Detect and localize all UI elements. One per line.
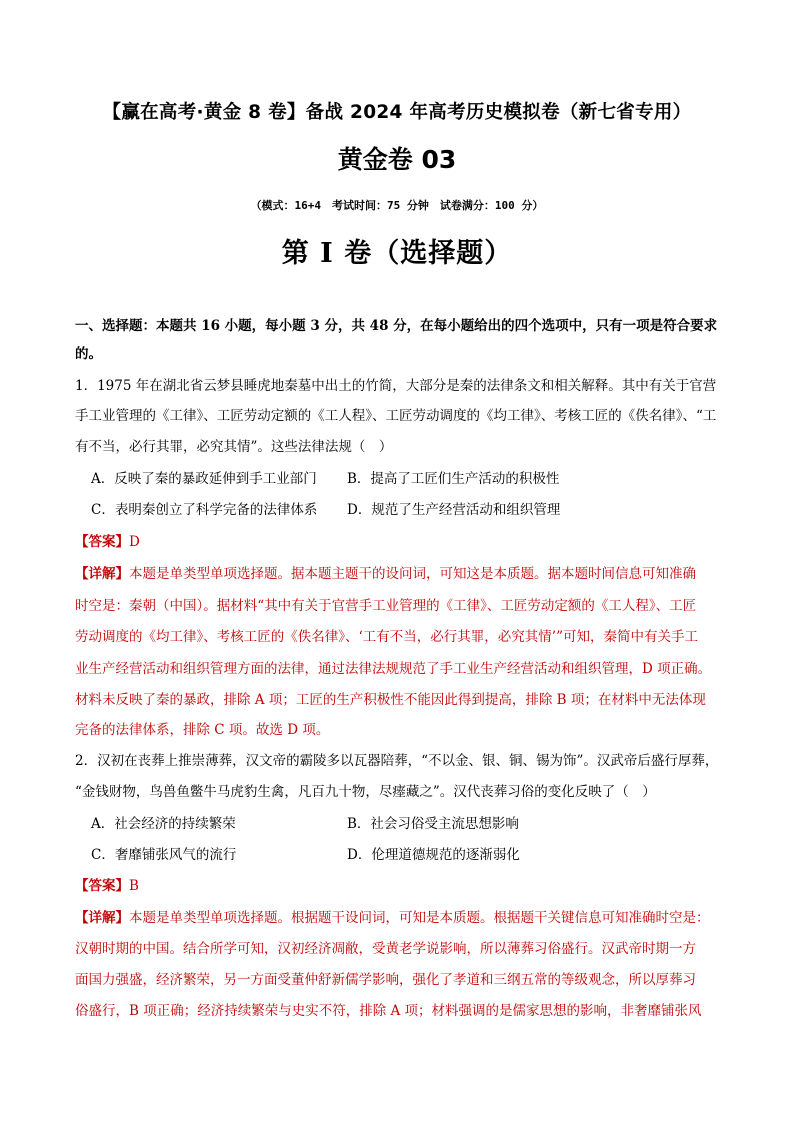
q1-answer (75, 532, 725, 552)
q1-explanation-line-2: 时空是：秦朝（中国）。据材料“其中有关于官营手工业管理的《工律》、工匠劳动定额的《工人程》、工匠 (75, 598, 697, 614)
q1-answer-value: D (129, 534, 140, 550)
q1-explain-label: 【详解】 (75, 566, 129, 582)
q1-option-a: A．反映了秦的暴政延伸到手工业部门 (91, 471, 317, 487)
q1-explanation-line-3: 劳动调度的《均工律》、考核工匠的《佚名律》、‘工有不当，必行其罪，必究其情’”可知，秦简中有关手工 (75, 629, 698, 645)
section-title: 第 I 卷（选择题） (281, 238, 513, 269)
q2-explain-label: 【详解】 (75, 910, 129, 926)
q1-stem-line-1: 1．1975 年在湖北省云梦县睡虎地秦墓中出土的竹简，大部分是秦的法律条文和相关解释。其中有关于官营 (75, 378, 717, 394)
q2-explanation-line-1 (75, 908, 725, 928)
q1-explanation-line-6: 完备的法律体系，排除 C 项。故选 D 项。 (75, 722, 330, 738)
exam-meta: （模式：16+4 考试时间：75 分钟 试卷满分：100 分） (250, 199, 544, 212)
instructions-line-1: 一、选择题：本题共 16 小题，每小题 3 分，共 48 分，在每小题给出的四个选项中，只有一项是符合要求 (75, 318, 718, 334)
q1-explanation-line-1 (75, 564, 725, 584)
q2-stem-line-1: 2．汉初在丧葬上推崇薄葬，汉文帝的霸陵多以瓦器陪葬，“不以金、银、铜、锡为饰”。汉武帝后盛行厚葬， (75, 753, 719, 769)
q2-option-b: B．社会习俗受主流思想影响 (347, 816, 519, 832)
q1-option-c: C．表明秦创立了科学完备的法律体系 (91, 502, 318, 518)
q2-option-c: C．奢靡铺张风气的流行 (91, 847, 237, 863)
instructions-line-2: 的。 (75, 346, 102, 362)
q1-stem-line-3: 有不当，必行其罪，必究其情”。这些法律法规（ ） (75, 439, 393, 455)
q1-option-b: B．提高了工匠们生产活动的积极性 (347, 471, 560, 487)
q2-answer (75, 876, 725, 896)
q2-option-d: D．伦理道德规范的逐渐弱化 (347, 847, 520, 863)
q1-stem-line-2: 手工业管理的《工律》、工匠劳动定额的《工人程》、工匠劳动调度的《均工律》、考核工匠的《佚名律》、“工 (75, 408, 717, 424)
q2-option-a: A．社会经济的持续繁荣 (91, 816, 236, 832)
q2-answer-label: 【答案】 (75, 878, 129, 894)
document-header-title: 【赢在高考·黄金 8 卷】备战 2024 年高考历史模拟卷（新七省专用） (102, 102, 692, 123)
q2-explanation-line-2: 汉朝时期的中国。结合所学可知，汉初经济凋敝，受黄老学说影响，所以薄葬习俗盛行。汉武帝时期一方 (75, 941, 696, 957)
q2-answer-value: B (129, 878, 139, 894)
q1-explain-text-1: 本题是单类型单项选择题。据本题主题干的设问词，可知这是本质题。据本题时间信息可知准确 (129, 566, 696, 582)
paper-subtitle: 黄金卷 03 (337, 145, 457, 174)
q2-stem-line-2: “金钱财物，鸟兽鱼鳖牛马虎豹生禽，凡百九十物，尽瘗藏之”。汉代丧葬习俗的变化反映了（ ） (75, 784, 656, 800)
q2-explanation-line-3: 面国力强盛，经济繁荣，另一方面受董仲舒新儒学影响，强化了孝道和三纲五常的等级观念，所以厚葬习 (75, 972, 696, 988)
q1-explanation-line-5: 材料未反映了秦的暴政，排除 A 项；工匠的生产积极性不能因此得到提高，排除 B 项；在材料中无法体现 (75, 692, 706, 708)
q2-explanation-line-4: 俗盛行，B 项正确；经济持续繁荣与史实不符，排除 A 项；材料强调的是儒家思想的影响，非奢靡铺张风 (75, 1003, 702, 1019)
q1-explanation-line-4: 业生产经营活动和组织管理方面的法律，通过法律法规规范了手工业生产经营活动和组织管理，D 项正确。 (75, 661, 712, 677)
q2-explain-text-1: 本题是单类型单项选择题。根据题干设问词，可知是本质题。根据题干关键信息可知准确时空是： (129, 910, 710, 926)
q1-option-d: D．规范了生产经营活动和组织管理 (347, 502, 561, 518)
q1-answer-label: 【答案】 (75, 534, 129, 550)
